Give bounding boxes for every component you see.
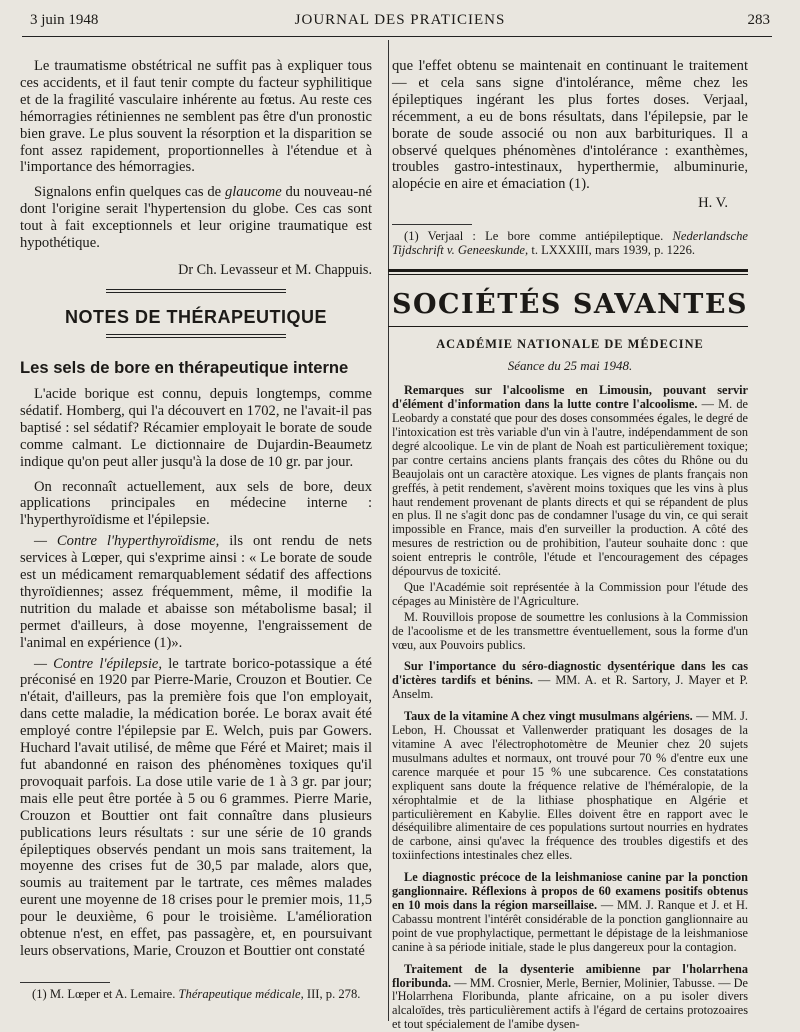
section-rule: [388, 269, 748, 275]
footnote: (1) Verjaal : Le bore comme antiépileptique. Nederlandsche Tijdschrift v. Geneeskunde, t. LXXXIII, mars 1939, p. 1226.: [392, 229, 748, 258]
report-item: Le diagnostic précoce de la leishmaniose canine par la ponction ganglionnaire. Réflexions à propos de 60 examens positifs obtenus en 10 mois dans la région marseillaise. — MM. J. Ranque et J. et H. Cabassu montrent l'intérêt considérable de la ponction ganglionnaire au point de vue prophylactique, permettant le dépistage de la leishmaniose canine à sa période initiale, stade le plus dangereux pour la contagion.: [392, 870, 748, 954]
session-date: Séance du 25 mai 1948.: [507, 358, 633, 374]
section-rule: [106, 334, 286, 338]
report-item: Taux de la vitamine A chez vingt musulmans algériens. — MM. J. Lebon, H. Choussat et Vallenwerder pratiquant les dosages de la vitamine A avec l'électrophotomètre de Meunier chez 20 sujets musulmans adultes et normaux, ont trouvé pour 70 % d'entre eux une carence marquée et pour 15 % une subcarence. Ces constatations expliquent sans doute la fréquence relative de l'héméralopie, de la xérophtalmie et de la lithiase phosphatique en Algérie et particulièrement en Kabylie. Elles doivent être en rapport avec le déséquilibre alimentaire de ces populations surtout nourries en hydrates de carbone, ainsi qu'avec la fréquence des troubles digestifs et des toxiinfections intestinales chez elles.: [392, 709, 748, 863]
paragraph: Le traumatisme obstétrical ne suffit pas à expliquer tous ces accidents, et il faut tenir compte du facteur syphilitique et de la fragilité vasculaire inhérente au fœtus. Au reste ces hémorragies rétiniennes ne semblent pas être d'un pronostic bien grave. Le plus souvent la résorption et la disparition se font assez rapidement, proportionnelles à l'étendue et à l'importance des hémorragies.: [20, 58, 372, 176]
section-title: SOCIÉTÉS SAVANTES: [392, 289, 748, 321]
paragraph: que l'effet obtenu se maintenait en continuant le traitement — et cela sans signe d'intolérance, même chez les épileptiques ingérant les plus fortes doses. Verjaal, récemment, a eu de bons résultats, dans l'épilepsie, par le borate de soude associé ou non aux barbituriques. Il a observé quelques phénomènes d'intolérance : exanthèmes, troubles gastro-intestinaux, hyperthermie, albuminurie, alopécie en aire et émaciation (1).: [392, 58, 748, 193]
report-item: Traitement de la dysenterie amibienne par l'holarrhena floribunda. — MM. Crosnier, Merle, Bernier, Molinier, Tabusse. — De l'Holarrhena Floribunda, plante africaine, on a pu isoler divers alcaloïdes, très particulièrement actifs à l'égard de certains protozoaires et tout spécialement de l'amibe dysen-: [392, 961, 748, 1032]
report-item: Sur l'importance du séro-diagnostic dysentérique dans les cas d'ictères tardifs et bénins. — MM. A. et R. Sartory, J. Mayer et P. Anselm.: [392, 659, 749, 702]
article-title: Les sels de bore en thérapeutique interne: [20, 357, 349, 377]
left-column: [20, 58, 372, 1001]
page-header: [30, 12, 770, 34]
paragraph: L'acide borique est connu, depuis longtemps, comme sédatif. Homberg, qui l'a découvert en 1702, ne l'avait-il pas baptisé : sel sédatif? Récamier employait le borate de soude comme calmant. Le dictionnaire de Dujardin-Beaumetz indique qu'on peut aller jusqu'à la dose de 10 gr. par jour.: [20, 385, 372, 470]
paragraph: On reconnaît actuellement, aux sels de bore, deux applications principales en médecine interne : l'hyperthyroïdisme et l'épilepsie.: [20, 478, 372, 529]
column-divider: [388, 40, 389, 1021]
paragraph: — Contre l'hyperthyroïdisme, ils ont rendu de nets services à Lœper, qui s'exprime ainsi : « Le borate de soude est un médicament remarquablement sédatif des affections thyroïdiennes; assez fréquemment, même, il modifie la nutrition du malade et abaisse son métabolisme basal; il permet d'ailleurs, à dose moyenne, l'engraissement de l'animal en expérience (1)».: [20, 533, 372, 651]
article-signature: H. V.: [698, 195, 728, 212]
paragraph: Signalons enfin quelques cas de glaucome du nouveau-né dont l'origine serait l'hypertension du globe. Ces cas sont tout à fait exceptionnels et leur origine traumatique est hypothétique.: [20, 184, 372, 252]
paragraph: Que l'Académie soit représentée à la Commission pour l'étude des cépages au Ministère de l'Agriculture.: [392, 579, 748, 608]
header-date: 3 juin 1948: [30, 12, 99, 28]
footnote-rule: [20, 982, 110, 983]
right-column: [392, 58, 748, 1032]
header-page-number: 283: [747, 12, 770, 28]
footnote-rule: [392, 224, 472, 225]
paragraph: — Contre l'épilepsie, le tartrate borico-potassique a été préconisé en 1920 par Pierre-Marie, Crouzon et Boutier. Ce n'était, d'ailleurs, pas la première fois que l'on employait, dans cette maladie, la médication borée. Le borax avait été employé contre l'épilepsie par E. Welch, puis par Gowers. Huchard l'avait utilisé, de même que Féré et Mairet; mais il fut abandonné en raison des phénomènes toxiques qu'il provoquait parfois. La dose utile varie de 1 à 3 gr. par jour; mais elle peut être portée à 5 ou 6 grammes. Pierre Marie, Crouzon et Bouttier ont fait connaître dans plusieurs publications leurs résultats : sur une série de 10 grands épileptiques observés pendant un mois sans traitement, la moyenne des crises fut de 30,5 par malade, alors que, soumis au traitement par le tartrate, ces mêmes malades eurent une moyenne de 18 crises pour le premier mois, 11,5 pour le deuxième, 6 pour le troisième. L'amélioration obtenue n'est, en effet, pas passagère, et, en poursuivant leurs observations, Marie, Crouzon et Bouttier ont constaté: [20, 655, 372, 959]
academy-heading: ACADÉMIE NATIONALE DE MÉDECINE: [436, 337, 704, 352]
section-rule: [106, 289, 286, 293]
report-item: Remarques sur l'alcoolisme en Limousin, pouvant servir d'élément d'information dans la lutte contre l'alcoolisme. — M. de Leobardy a constaté que pour des doses consommées égales, le degré de l'intoxication est très variable d'un vin à l'autre, indépendamment de son degré alcoolique. Le vin de plant de Noah est particulièrement toxique; par contre certains anciens plants français des côtes du Rhône ou du Beaujolais ont un caractère atoxique. Les vignes de plants français non greffés, à petit rendement, s'avèrent moins toxiques que les vins à plus haut rendement provenant de plants directs et qui se répandent de plus en plus. Il ne s'agit donc pas de condamner l'usage du vin, ce qui serait impossible en France, mais d'en surveiller la production. A côté des mesures de restriction ou de prohibition, l'auteur souhaite donc : que soient entrepris le contrôle, l'étude et l'encouragement des cépages dépourvus de toxicité.: [392, 383, 748, 579]
footnote: (1) M. Lœper et A. Lemaire. Thérapeutique médicale, III, p. 278.: [32, 986, 361, 1001]
header-journal-title: JOURNAL DES PRATICIENS: [294, 12, 506, 28]
section-title: NOTES DE THÉRAPEUTIQUE: [64, 306, 328, 327]
article-signature: Dr Ch. Levasseur et M. Chappuis.: [178, 261, 372, 278]
section-rule: [388, 326, 748, 327]
header-rule: [22, 36, 772, 37]
paragraph: M. Rouvillois propose de soumettre les conlusions à la Commission de l'acoolisme et de les transmettre éventuellement, sous la forme d'un vœu, aux Pouvoirs publics.: [392, 609, 748, 652]
